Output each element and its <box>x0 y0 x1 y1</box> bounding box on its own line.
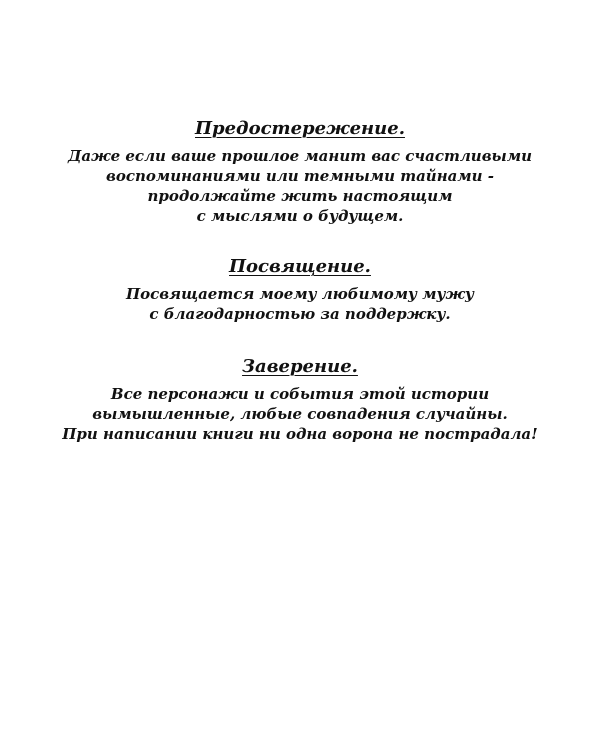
warning-line: воспоминаниями или темными тайнами - <box>106 167 494 185</box>
dedication-section <box>0 256 600 324</box>
warning-line: Даже если ваше прошлое манит вас счастливыми <box>67 147 532 165</box>
assurance-line: Все персонажи и события этой истории <box>110 385 490 403</box>
assurance-line: вымышленные, любые совпадения случайны. <box>92 405 508 423</box>
dedication-heading: Посвящение. <box>229 256 371 277</box>
warning-heading: Предостережение. <box>195 118 405 139</box>
warning-line: продолжайте жить настоящим <box>147 187 453 205</box>
assurance-heading: Заверение. <box>242 356 358 377</box>
assurance-section <box>0 356 600 444</box>
assurance-line: При написании книги ни одна ворона не пострадала! <box>62 425 538 443</box>
warning-line: с мыслями о будущем. <box>196 207 404 225</box>
warning-section <box>0 118 600 226</box>
dedication-line: Посвящается моему любимому мужу <box>125 285 475 303</box>
dedication-line: с благодарностью за поддержку. <box>149 305 451 323</box>
